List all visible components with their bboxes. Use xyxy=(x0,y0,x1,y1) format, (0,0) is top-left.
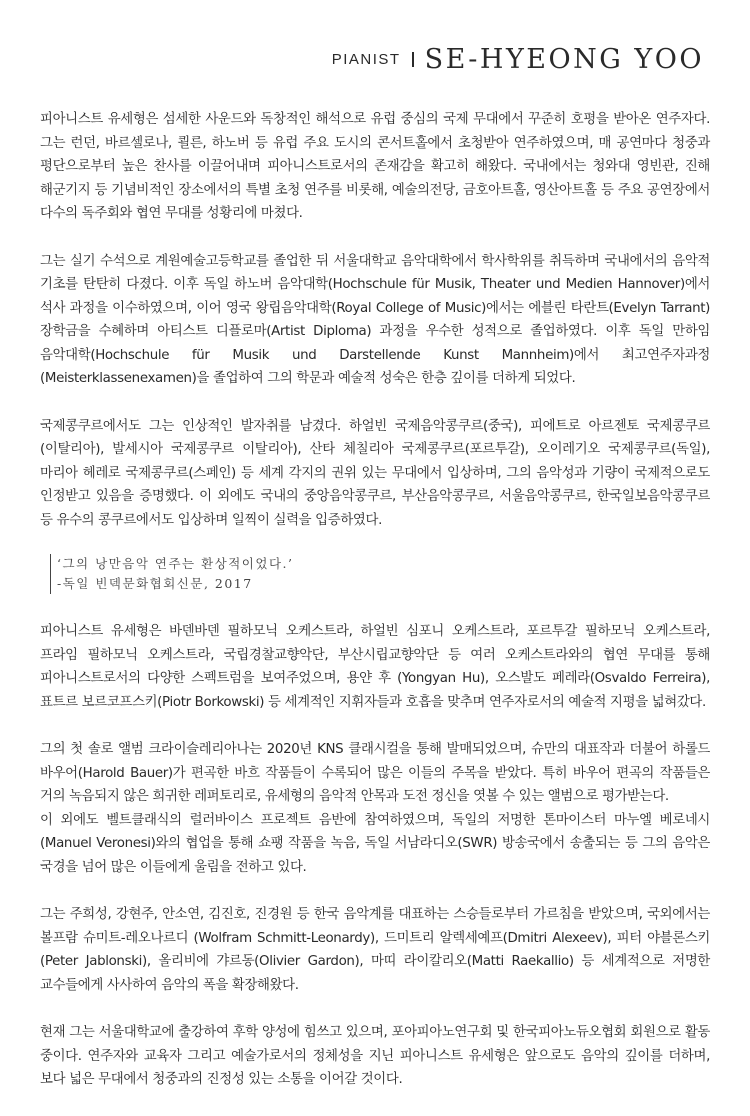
header-label: PIANIST xyxy=(331,51,401,68)
artist-name: SE-HYEONG YOO xyxy=(424,44,704,75)
press-quote-text: ‘그의 낭만음악 연주는 환상적이었다.’ xyxy=(57,556,294,571)
press-quote xyxy=(50,554,710,594)
bio-paragraph-recordings: 이 외에도 벨트클래식의 럴러바이스 프로젝트 음반에 참여하였으며, 독일의 저명한 톤마이스터 마누엘 베로네시(Manuel Veronesi)와의 협업을 통해 쇼팽 작품을 녹음, 독일 서남라디오(SWR) 방송국에서 송출되는 등 그의 음악은 국경을 넘어 많은 이들에게 울림을 전하고 있다. xyxy=(40,812,710,875)
bio-paragraph-teachers: 그는 주희성, 강현주, 안소연, 김진호, 진경원 등 한국 음악계를 대표하는 스승들로부터 가르침을 받았으며, 국외에서는 볼프람 슈미트-레오나르디 (Wolfram Schmitt-Leonardy), 드미트리 알렉세예프(Dmitri Alexeev), 피터 야블론스키(Peter Jablonski), 올리비에 갸르동(Olivier Gardon), 마띠 라이칼리오(Matti Raekallio) 등 세계적으로 저명한 교수들에게 사사하여 음악의 폭을 확장해왔다. xyxy=(40,907,710,993)
press-quote-source: -독일 빈덱문화협회신문, 2017 xyxy=(57,576,253,591)
bio-paragraph-current: 현재 그는 서울대학교에 출강하여 후학 양성에 힘쓰고 있으며, 포아피아노연구회 및 한국피아노듀오협회 회원으로 활동 중이다. 연주자와 교육자 그리고 예술가로서의 정체성을 지닌 피아니스트 유세형은 앞으로도 음악의 깊이를 더하며, 보다 넓은 무대에서 청중과의 진정성 있는 소통을 이어갈 것이다. xyxy=(40,1025,710,1087)
bio-paragraph-intro: 피아니스트 유세형은 섬세한 사운드와 독창적인 해석으로 유럽 중심의 국제 무대에서 꾸준히 호평을 받아온 연주자다. 그는 런던, 바르셀로나, 쾰른, 하노버 등 유럽 주요 도시의 콘서트홀에서 초청받아 연주하였으며, 매 공연마다 청중과 평단으로부터 높은 찬사를 이끌어내며 피아니스트로서의 존재감을 확고히 해왔다. 국내에서는 청와대 영빈관, 진해 해군기지 등 기념비적인 장소에서의 특별 초청 연주를 비롯해, 예술의전당, 금호아트홀, 영산아트홀 등 주요 공연장에서 다수의 독주회와 협연 무대를 성황리에 마쳤다. xyxy=(40,112,710,221)
header-divider xyxy=(412,52,414,67)
biography-body xyxy=(40,108,710,1116)
bio-paragraph-education: 그는 실기 수석으로 계원예술고등학교를 졸업한 뒤 서울대학교 음악대학에서 학사학위를 취득하며 국내에서의 음악적 기초를 탄탄히 다졌다. 이후 독일 하노버 음악대학(Hochschule für Musik, Theater und Medien Hannover)에서 석사 과정을 이수하였으며, 이어 영국 왕립음악대학(Royal College of Music)에서는 에블린 타란트(Evelyn Tarrant) 장학금을 수혜하며 아티스트 디플로마(Artist Diploma) 과정을 우수한 성적으로 졸업하였다. 이후 독일 만하임 음악대학(Hochschule für Musik und Darstellende Kunst Mannheim)에서 최고연주자과정(Meisterklassenexamen)을 졸업하여 그의 학문과 예술적 성숙은 한층 깊이를 더하게 되었다. xyxy=(40,253,710,386)
bio-paragraph-orchestras: 피아니스트 유세형은 바덴바덴 필하모닉 오케스트라, 하얼빈 심포니 오케스트라, 포르투갈 필하모닉 오케스트라, 프라임 필하모닉 오케스트라, 국립경찰교향악단, 부산시립교향악단 등 여러 오케스트라와의 협연 무대를 통해 피아니스트로서의 다양한 스펙트럼을 보여주었으며, 용얀 후 (Yongyan Hu), 오스발도 페레라(Osvaldo Ferreira), 표트르 보르코프스키(Piotr Borkowski) 등 세계적인 지휘자들과 호흡을 맞추며 연주자로서의 예술적 지평을 넓혀갔다. xyxy=(40,624,710,710)
page-header xyxy=(332,44,704,75)
bio-paragraph-competitions: 국제콩쿠르에서도 그는 인상적인 발자취를 남겼다. 하얼빈 국제음악콩쿠르(중국), 피에트로 아르젠토 국제콩쿠르(이탈리아), 발세시아 국제콩쿠르 이탈리아), 산타 체칠리아 국제콩쿠르(포르투갈), 오이레기오 국제콩쿠르(독일), 마리아 헤레로 국제콩쿠르(스페인) 등 세계 각지의 권위 있는 무대에서 입상하며, 그의 음악성과 기량이 국제적으로도 인정받고 있음을 증명했다. 이 외에도 국내의 중앙음악콩쿠르, 부산음악콩쿠르, 서울음악콩쿠르, 한국일보음악콩쿠르 등 유수의 콩쿠르에서도 입상하며 일찍이 실력을 입증하였다. xyxy=(40,418,710,528)
bio-paragraph-album: 그의 첫 솔로 앨범 크라이슬레리아나는 2020년 KNS 클래시컬을 통해 발매되었으며, 슈만의 대표작과 더불어 하롤드 바우어(Harold Bauer)가 편곡한 바흐 작품들이 수록되어 많은 이들의 주목을 받았다. 특히 바우어 편곡의 작품들은 거의 녹음되지 않은 희귀한 레퍼토리로, 유세형의 음악적 안목과 도전 정신을 엿볼 수 있는 앨범으로 평가받는다. xyxy=(40,742,710,804)
